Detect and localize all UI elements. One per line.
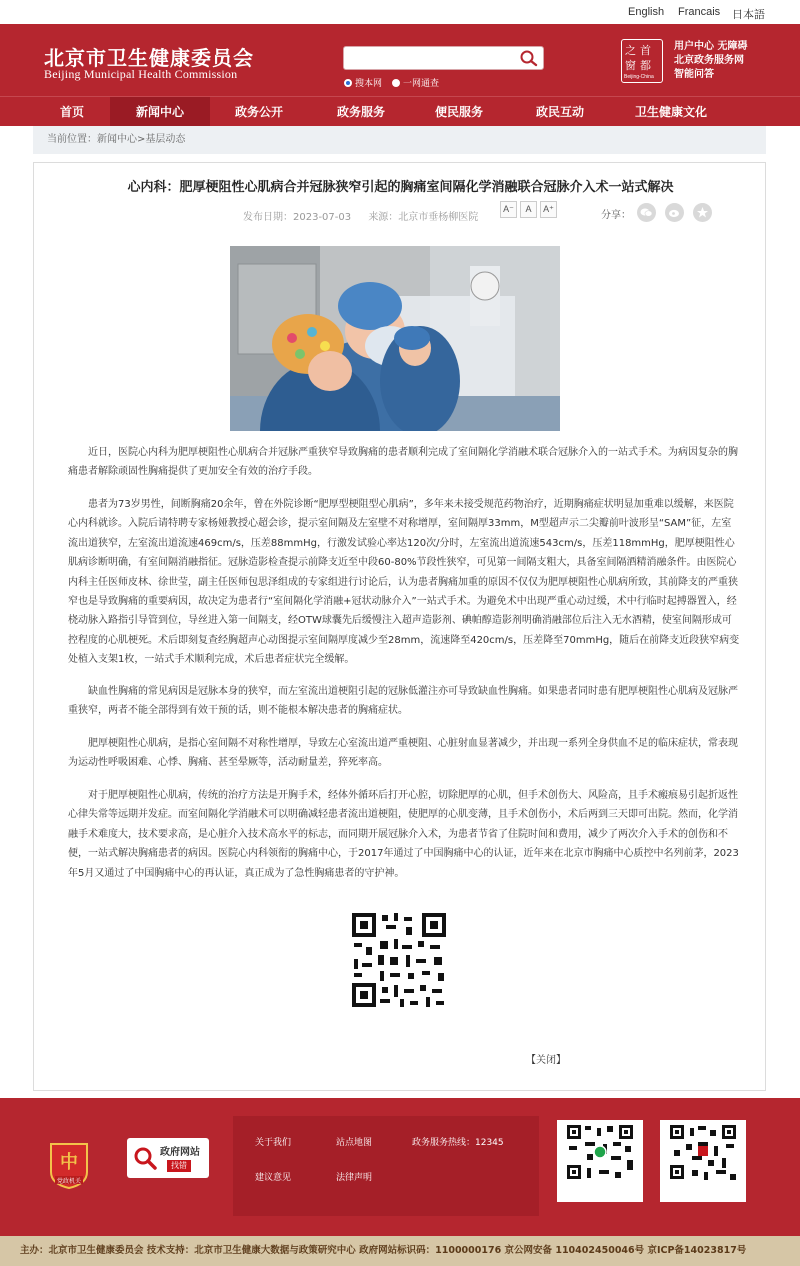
about-link[interactable]: 关于我们 [255, 1138, 292, 1148]
party-badge-text: 党政机关 [56, 1178, 82, 1185]
article-paragraph: 缺血性胸痛的常见病因是冠脉本身的狭窄，而左室流出道梗阻引起的冠脉低灌注亦可导致缺血性胸痛。如果患者同时患有肥厚梗阻性心肌病及冠脉严重狭窄，两者不能全部得到有效干预的话，则不能根本解决患者的胸痛症状。 [68, 686, 738, 717]
article-title: 心内科：肥厚梗阻性心肌病合并冠脉狭窄引起的胸痛室间隔化学消融联合冠脉介入术一站式解决 [127, 180, 674, 195]
article-source: 来源：北京市垂杨柳医院 [368, 212, 479, 223]
weibo-icon[interactable] [665, 203, 684, 222]
svg-text:中: 中 [60, 1152, 78, 1173]
site-title-english: Beijing Municipal Health Commission [44, 67, 238, 81]
article-meta [243, 208, 492, 223]
search-button[interactable] [519, 49, 539, 67]
lang-japanese-link[interactable]: 日本語 [732, 9, 765, 21]
font-size-controls [500, 201, 557, 218]
logo-char: 之 [625, 44, 636, 57]
nav-interaction[interactable]: 政民互动 [535, 105, 584, 119]
site-footer [0, 1098, 800, 1236]
logo-char: 首 [640, 44, 651, 57]
footer-links [233, 1116, 539, 1216]
accessibility-link[interactable]: 无障碍 [717, 41, 748, 52]
lang-french-link[interactable]: Francais [678, 6, 721, 18]
nav-home[interactable]: 首页 [59, 105, 84, 119]
user-links [674, 40, 747, 82]
search-scope [344, 76, 449, 89]
font-default-button[interactable]: A [520, 201, 537, 218]
nav-news[interactable]: 新闻中心 [110, 97, 210, 127]
search-input[interactable] [350, 50, 515, 66]
feedback-link[interactable]: 建议意见 [255, 1173, 292, 1183]
legal-link[interactable]: 法律声明 [336, 1173, 373, 1183]
nav-gov-open[interactable]: 政务公开 [234, 105, 283, 119]
article-paragraph: 患者为73岁男性，间断胸痛20余年，曾在外院诊断“肥厚型梗阻型心肌病”，多年来未接受规范药物治疗，近期胸痛症状明显加重难以缓解，来医院心内科就诊。入院后请特聘专家杨娅教授心超会诊，提示室间隔及左室壁不对称增厚，室间隔厚33mm，M型超声示二尖瓣前叶波形呈“SAM”征，左室流出道狭窄，左室流出道流速469cm/s，压差88mmHg，行激发试验心率达120次/分时，左室流出道流速543cm/s，压差118mmHg，肥厚梗阻性心肌病诊断明确，有室间隔消融指征。冠脉造影检查提示前降支近至中段60-80%节段性狭窄，可见第一间隔支粗大，具备室间隔酒精消融条件。由医院心内科主任医师皮林、徐世莹，副主任医师包思泽组成的专家组进行讨论后，认为患者胸痛加重的原因不仅仅为肥厚梗阻性心肌病所致，其前降支的严重狭窄也是导致胸痛的重要病因，故决定为患者行“室间隔化学消融+冠状动脉介入”一站式手术。为避免术中出现严重心动过缓，术中行临时起搏器置入，经桡动脉入路指引导管到位，导丝进入第一间隔支，经OTW球囊先后缓慢注入超声造影剂、碘帕醇造影剂明确消融部位后注入无水酒精，使室间隔形成可控程度的心肌梗死。术后即刻复查经胸超声心动图提示室间隔厚度减少至28mm，流速降至420cm/s，压差降至70mmHg，随后在前降支近段狭窄病变处植入支架1枚，一站式手术顺利完成，术后患者症状完全缓解。 [68, 499, 740, 666]
bottom-info-bar: 主办：北京市卫生健康委员会 技术支持：北京市卫生健康大数据与政策研究中心 政府网站标识码：1100000176 京公网安备 110402450046号 京ICP备14023817号 [0, 1236, 800, 1266]
article-paragraph: 肥厚梗阻性心肌病，是指心室间隔不对称性增厚，导致左心室流出道严重梗阻、心脏射血显著减少，并出现一系列全身供血不足的临床症状，常表现为运动性呼吸困难、心悸、胸痛、甚至晕厥等，活动耐量差，猝死率高。 [68, 738, 738, 769]
article-qr-code [350, 911, 448, 1009]
article-photo [230, 246, 560, 431]
wechat-qr-caption: 健康北京公众号 [671, 1189, 735, 1199]
article-paragraph: 近日，医院心内科为肥厚梗阻性心肌病合并冠脉严重狭窄导致胸痛的患者顺利完成了室间隔化学消融术联合冠脉介入的一站式手术。为病因复杂的胸痛患者解除顽固性胸痛提供了更加安全有效的治疗手段。 [68, 447, 738, 478]
publish-date: 发布日期：2023-07-03 [243, 212, 352, 223]
hotline-text: 政务服务热线：12345 [412, 1138, 504, 1148]
smart-qa-link[interactable]: 智能问答 [674, 69, 714, 80]
magnifier-icon [133, 1146, 157, 1170]
nav-gov-service[interactable]: 政务服务 [336, 105, 385, 119]
search-box [343, 46, 544, 70]
lang-english-link[interactable]: English [628, 6, 665, 18]
breadcrumb[interactable]: 当前位置：新闻中心>基层动态 [33, 126, 766, 154]
main-nav [0, 96, 800, 126]
article-paragraph: 对于肥厚梗阻性心肌病，传统的治疗方法是开胸手术，经体外循环后打开心腔，切除肥厚的心肌，但手术创伤大、风险高，且手术瘢痕易引起折返性心律失常等远期并发症。而室间隔化学消融术可以明确减轻患者流出道梗阻，使肥厚的心肌变薄，且手术创伤小，术后两到三天即可出院。然而，化学消融手术难度大，技术要求高，是心脏介入技术高水平的标志，而同期开展冠脉介入术，为患者节省了住院时间和费用，减少了两次介入手术的创伤和不便，一站式解决胸痛患者的病因。医院心内科领衔的胸痛中心，于2017年通过了中国胸痛中心的认证，近年来在北京市胸痛中心质控中名列前茅，2023年5月又通过了中国胸痛中心的再认证，真正成为了急性胸痛患者的守护神。 [68, 790, 739, 879]
logo-char: 窗 [625, 59, 636, 72]
logo-char: 都 [640, 59, 651, 72]
sitemap-link[interactable]: 站点地图 [336, 1138, 373, 1148]
close-link[interactable]: 【关闭】 [526, 1055, 566, 1066]
party-gov-badge[interactable] [47, 1140, 91, 1190]
gov-find-title: 政府网站 [160, 1147, 200, 1158]
user-center-link[interactable]: 用户中心 [674, 41, 714, 52]
star-icon[interactable] [693, 203, 712, 222]
app-qr-caption: 健康北京APP [573, 1189, 627, 1199]
radio-site-label: 搜本网 [355, 79, 383, 89]
font-increase-button[interactable]: A⁺ [540, 201, 557, 218]
capital-window-logo[interactable] [621, 39, 663, 83]
share-label: 分享： [601, 210, 631, 221]
logo-caption: Beijing-China [624, 74, 654, 80]
language-bar [0, 0, 800, 24]
search-icon [519, 49, 539, 67]
nav-health-culture[interactable]: 卫生健康文化 [634, 105, 707, 119]
radio-all-label: 一网通查 [403, 79, 440, 89]
wechat-icon[interactable] [637, 203, 656, 222]
site-header [0, 24, 800, 96]
article [33, 162, 766, 1091]
font-decrease-button[interactable]: A⁻ [500, 201, 517, 218]
gov-find-tag: 找错 [167, 1160, 191, 1172]
nav-convenience[interactable]: 便民服务 [434, 105, 483, 119]
site-title[interactable]: 北京市卫生健康委员会 [44, 46, 254, 70]
gov-site-find-error[interactable] [127, 1138, 209, 1178]
radio-site[interactable] [344, 79, 352, 87]
radio-all[interactable] [392, 79, 400, 87]
gov-service-link[interactable]: 北京政务服务网 [674, 55, 744, 66]
